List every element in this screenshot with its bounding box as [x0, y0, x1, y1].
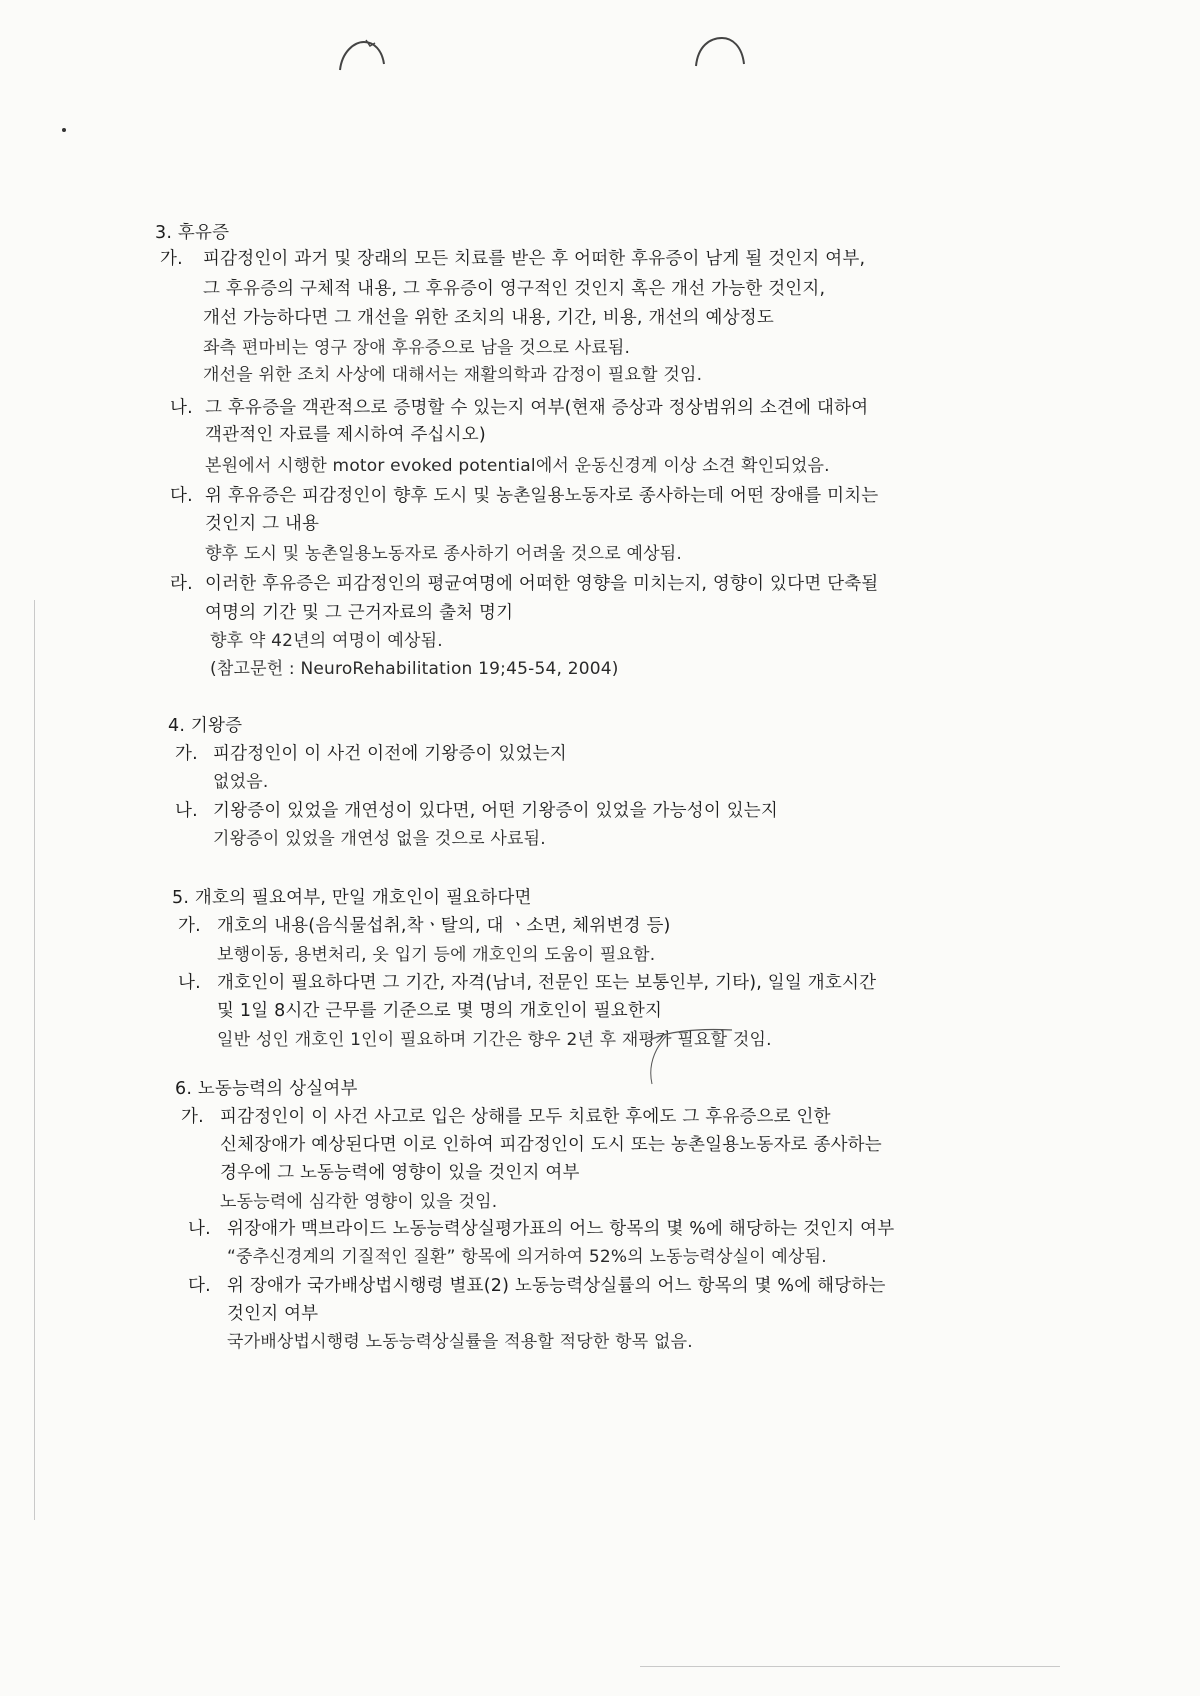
question-line: 위 후유증은 피감정인이 향후 도시 및 농촌일용노동자로 종사하는데 어떤 장애를 미치는 [205, 486, 879, 506]
answer-line: 향후 도시 및 농촌일용노동자로 종사하기 어려울 것으로 예상됨. [205, 544, 683, 564]
question-line: 신체장애가 예상된다면 이로 인하여 피감정인이 도시 또는 농촌일용노동자로 종사하는 [220, 1135, 882, 1155]
answer-line: 없었음. [213, 772, 269, 792]
scan-edge-line [34, 600, 35, 1520]
question-line: 피감정인이 이 사건 이전에 기왕증이 있었는지 [213, 744, 567, 764]
answer-line: 향후 약 42년의 여명이 예상됨. [210, 631, 443, 651]
question-line: 및 1일 8시간 근무를 기준으로 몇 명의 개호인이 필요한지 [217, 1001, 663, 1021]
answer-line: 국가배상법시행령 노동능력상실률을 적용할 적당한 항목 없음. [227, 1332, 693, 1352]
scan-speck [62, 128, 66, 132]
scan-bottom-line [640, 1666, 1060, 1667]
answer-line: “중추신경계의 기질적인 질환” 항목에 의거하여 52%의 노동능력상실이 예상됨. [227, 1247, 827, 1267]
item-marker: 라. [170, 574, 193, 594]
question-line: 개선 가능하다면 그 개선을 위한 조치의 내용, 기간, 비용, 개선의 예상정도 [203, 308, 774, 328]
question-line: 피감정인이 이 사건 사고로 입은 상해를 모두 치료한 후에도 그 후유증으로 인한 [220, 1107, 831, 1127]
question-line: 위장애가 맥브라이드 노동능력상실평가표의 어느 항목의 몇 %에 해당하는 것인지 여부 [227, 1219, 895, 1239]
answer-line: 보행이동, 용변처리, 옷 입기 등에 개호인의 도움이 필요함. [217, 945, 656, 965]
question-line: 그 후유증을 객관적으로 증명할 수 있는지 여부(현재 증상과 정상범위의 소견에 대하여 [205, 398, 869, 418]
answer-line: 노동능력에 심각한 영향이 있을 것임. [220, 1192, 498, 1212]
question-line: 경우에 그 노동능력에 영향이 있을 것인지 여부 [220, 1163, 580, 1183]
answer-line: 개선을 위한 조치 사상에 대해서는 재활의학과 감정이 필요할 것임. [203, 365, 703, 385]
binder-holes [0, 28, 1200, 88]
question-line: 것인지 그 내용 [205, 514, 320, 534]
section-title: 6. 노동능력의 상실여부 [175, 1079, 358, 1099]
question-line: 위 장애가 국가배상법시행령 별표(2) 노동능력상실률의 어느 항목의 몇 %에 해당하는 [227, 1276, 886, 1296]
punch-hole-right [694, 32, 746, 70]
section-title: 3. 후유증 [155, 223, 230, 243]
item-marker: 다. [188, 1276, 211, 1296]
answer-line: 본원에서 시행한 motor evoked potential에서 운동신경계 이상 소견 확인되었음. [205, 456, 830, 476]
question-line: 여명의 기간 및 그 근거자료의 출처 명기 [205, 603, 514, 623]
item-marker: 나. [178, 973, 201, 993]
question-line: 개호의 내용(음식물섭취,착ㆍ탈의, 대 ㆍ소면, 체위변경 등) [217, 916, 671, 936]
section-title: 5. 개호의 필요여부, 만일 개호인이 필요하다면 [172, 888, 532, 908]
item-marker: 가. [178, 916, 201, 936]
question-line: 그 후유증의 구체적 내용, 그 후유증이 영구적인 것인지 혹은 개선 가능한 것인지, [203, 279, 826, 299]
item-marker: 나. [170, 398, 193, 418]
item-marker: 가. [160, 249, 183, 269]
item-marker: 나. [188, 1219, 211, 1239]
question-line: 객관적인 자료를 제시하여 주십시오) [205, 425, 486, 445]
item-marker: 가. [175, 744, 198, 764]
answer-line: 일반 성인 개호인 1인이 필요하며 기간은 향우 2년 후 재평가 필요할 것임. [217, 1030, 772, 1050]
question-line: 피감정인이 과거 및 장래의 모든 치료를 받은 후 어떠한 후유증이 남게 될 것인지 여부, [203, 249, 866, 269]
question-line: 것인지 여부 [227, 1304, 319, 1324]
punch-hole-left [336, 36, 388, 74]
answer-line: (참고문헌 : NeuroRehabilitation 19;45-54, 2004) [210, 659, 619, 679]
question-line: 기왕증이 있었을 개연성이 있다면, 어떤 기왕증이 있었을 가능성이 있는지 [213, 801, 779, 821]
item-marker: 다. [170, 486, 193, 506]
question-line: 개호인이 필요하다면 그 기간, 자격(남녀, 전문인 또는 보통인부, 기타), 일일 개호시간 [217, 973, 877, 993]
item-marker: 가. [181, 1107, 204, 1127]
answer-line: 좌측 편마비는 영구 장애 후유증으로 남을 것으로 사료됨. [203, 338, 631, 358]
item-marker: 나. [175, 801, 198, 821]
section-title: 4. 기왕증 [168, 716, 243, 736]
handwritten-mark [646, 1026, 736, 1086]
answer-line: 기왕증이 있었을 개연성 없을 것으로 사료됨. [213, 829, 546, 849]
question-line: 이러한 후유증은 피감정인의 평균여명에 어떠한 영향을 미치는지, 영향이 있다면 단축될 [205, 574, 879, 594]
